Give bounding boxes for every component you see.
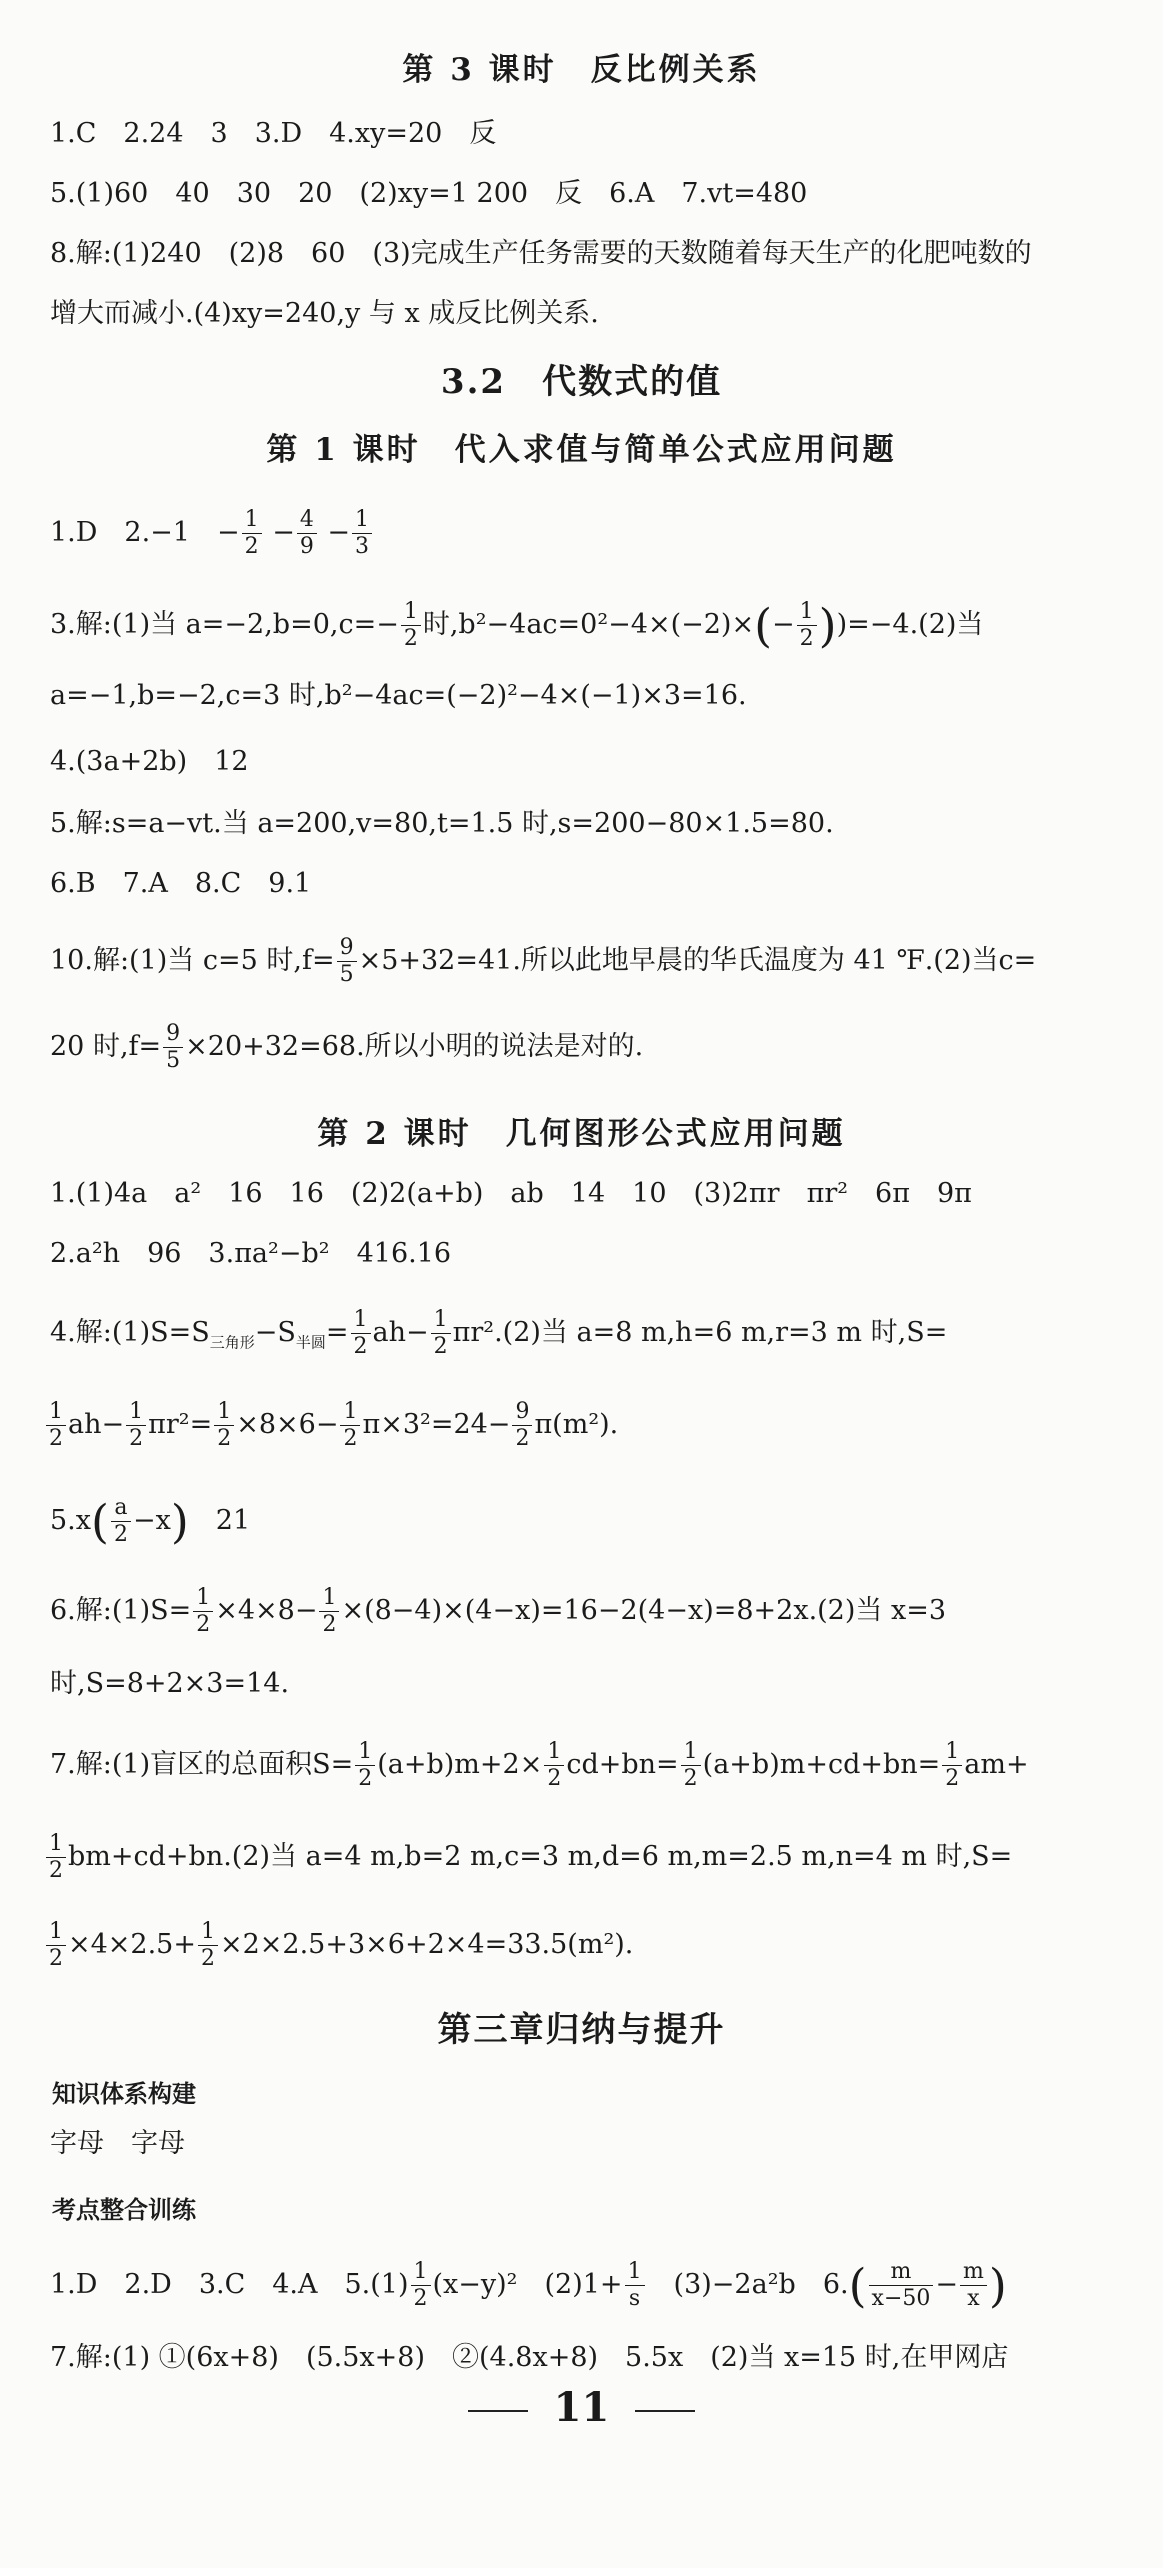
l1-q1-2 xyxy=(50,502,1120,564)
l2-q7-line1 xyxy=(50,1730,1120,1800)
fraction: $\frac{1}{2}$ xyxy=(797,599,817,652)
text: ah− xyxy=(372,1317,429,1348)
l3-q5-7: 5.(1)60 40 30 20 (2)xy=1 200 反 6.A 7.vt=480 xyxy=(50,178,808,209)
fraction: $\frac{1}{2}$ xyxy=(46,1919,66,1972)
text: 1.D 2.−1 − xyxy=(50,517,240,548)
l3-q8-line1: 8.解:(1)240 (2)8 60 (3)完成生产任务需要的天数随着每天生产的化肥吨数的 xyxy=(50,238,1032,269)
text: )=−4.(2)当 xyxy=(836,609,984,640)
text: π×3²=24− xyxy=(362,1409,511,1440)
l2-q2-3: 2.a²h 96 3.πa²−b² 416.16 xyxy=(50,1238,452,1269)
text: (a+b)m+2× xyxy=(377,1749,543,1780)
l1-q6-9: 6.B 7.A 8.C 9.1 xyxy=(50,868,312,899)
subheading-practice: 考点整合训练 xyxy=(52,2196,196,2224)
text: (x−y)² (2)1+ xyxy=(432,2269,623,2300)
fraction: $\frac{1}{2}$ xyxy=(46,1831,66,1884)
fraction: $\frac{1}{2}$ xyxy=(544,1739,564,1792)
text: − xyxy=(327,517,351,548)
text: ×(8−4)×(4−x)=16−2(4−x)=8+2x.(2)当 x=3 xyxy=(341,1595,947,1626)
l1-q5: 5.解:s=a−vt.当 a=200,v=80,t=1.5 时,s=200−80×1.5=80. xyxy=(50,808,834,839)
l1-q3-line1: 3.解:(1)当 a=−2,b=0,c=− $\frac{1}{2}$ 时,b²−4ac=0²−4×(−2)×(− $\frac{1}{2}$ ))=−4.(2)当 xyxy=(50,598,984,653)
l2-q7-line2 xyxy=(44,1822,1114,1892)
fraction: $\frac{1}{2}$ xyxy=(681,1739,701,1792)
text: 20 时,f= xyxy=(50,1031,162,1062)
page-number-text: 11 xyxy=(553,2384,610,2431)
text: am+ xyxy=(964,1749,1029,1780)
text: − xyxy=(272,517,295,548)
fraction: $\frac{1}{2}$ xyxy=(126,1399,146,1452)
l2-q6-line1 xyxy=(50,1576,1120,1646)
text: ×2×2.5+3×6+2×4=33.5(m²). xyxy=(220,1929,634,1960)
text: πr²= xyxy=(148,1409,213,1440)
text: bm+cd+bn.(2)当 a=4 m,b=2 m,c=3 m,d=6 m,m=2.5 m,n=4 m 时,S= xyxy=(68,1841,1013,1872)
fraction: $\frac{9}{5}$ xyxy=(163,1021,183,1074)
dash-right xyxy=(635,2410,695,2412)
fraction: $\frac{a}{2}$ xyxy=(111,1495,131,1548)
text: ×20+32=68.所以小明的说法是对的. xyxy=(185,1031,644,1062)
fraction: $\frac{1}{2}$ xyxy=(431,1307,451,1360)
fraction: $\frac{m}{x-50}$ xyxy=(869,2259,934,2312)
l3-q1-4: 1.C 2.24 3 3.D 4.xy=20 反 xyxy=(50,118,497,149)
text: 5.x xyxy=(50,1505,91,1536)
l3-q8-line2: 增大而减小.(4)xy=240,y 与 x 成反比例关系. xyxy=(50,298,599,329)
text: (a+b)m+cd+bn= xyxy=(702,1749,941,1780)
text: −x xyxy=(132,1505,171,1536)
fraction: $\frac{9}{5}$ xyxy=(337,935,357,988)
lesson1-title: 第 1 课时 代入求值与简单公式应用问题 xyxy=(266,432,897,468)
text: 10.解:(1)当 c=5 时,f= xyxy=(50,945,335,976)
text: 时,b²−4ac=0²−4×(−2)× xyxy=(422,609,755,640)
l1-q3-line2: a=−1,b=−2,c=3 时,b²−4ac=(−2)²−4×(−1)×3=16. xyxy=(50,680,747,711)
fraction: $\frac{1}{2}$ xyxy=(193,1585,213,1638)
text: (3)−2a²b 6. xyxy=(646,2269,849,2300)
fraction: $\frac{1}{2}$ xyxy=(319,1585,339,1638)
l1-q10-line1 xyxy=(50,926,1120,996)
text: − xyxy=(935,2269,958,2300)
text: 1.D 2.D 3.C 4.A 5.(1) xyxy=(50,2269,409,2300)
text: π(m²). xyxy=(534,1409,619,1440)
subscript: 三角形 xyxy=(209,1333,255,1352)
text: −S xyxy=(254,1317,296,1348)
text: cd+bn= xyxy=(566,1749,679,1780)
fraction: $\frac{1}{2}$ xyxy=(351,1307,371,1360)
text: 4.解:(1)S=S xyxy=(50,1317,210,1348)
l2-q4-line2 xyxy=(44,1390,1114,1460)
text: 3.解:(1)当 a=−2,b=0,c=− xyxy=(50,609,399,640)
fraction: $\frac{1}{s}$ xyxy=(625,2259,645,2312)
fraction: $\frac{1}{2}$ xyxy=(340,1399,360,1452)
l2-q5: 5.x( $\frac{a}{2}$ −x) 21 xyxy=(50,1494,251,1549)
l2-q7-line3 xyxy=(44,1910,1114,1980)
text: ×4×2.5+ xyxy=(68,1929,196,1960)
text: ×4×8− xyxy=(215,1595,318,1626)
text: 7.解:(1)盲区的总面积S= xyxy=(50,1749,354,1780)
fraction: $\frac{9}{2}$ xyxy=(512,1399,532,1452)
fraction: $\frac{4}{9}$ xyxy=(297,507,317,560)
section-title: 3.2 代数式的值 xyxy=(440,362,723,402)
fraction: $\frac{1}{2}$ xyxy=(942,1739,962,1792)
fraction: $\frac{m}{x}$ xyxy=(960,2259,987,2312)
text: ×5+32=41.所以此地早晨的华氏温度为 41 ℉.(2)当c= xyxy=(358,945,1037,976)
text: ×8×6− xyxy=(236,1409,339,1440)
text: πr².(2)当 a=8 m,h=6 m,r=3 m 时,S= xyxy=(452,1317,948,1348)
fraction: $\frac{1}{2}$ xyxy=(242,507,262,560)
subscript: 半圆 xyxy=(295,1333,326,1352)
l1-q4: 4.(3a+2b) 12 xyxy=(50,746,249,777)
l2-q1: 1.(1)4a a² 16 16 (2)2(a+b) ab 14 10 (3)2πr πr² 6π 9π xyxy=(50,1178,972,1209)
dash-left xyxy=(468,2410,528,2412)
text: 6.解:(1)S= xyxy=(50,1595,192,1626)
knowledge-answer: 字母 字母 xyxy=(50,2128,185,2159)
fraction: $\frac{1}{3}$ xyxy=(352,507,372,560)
text: = xyxy=(325,1317,349,1348)
chapter-title: 第三章归纳与提升 xyxy=(437,2010,726,2050)
fraction: $\frac{1}{2}$ xyxy=(198,1919,218,1972)
text: 21 xyxy=(188,1505,251,1536)
lesson3-title: 第 3 课时 反比例关系 xyxy=(402,52,761,88)
text: ah− xyxy=(68,1409,125,1440)
c3-q1-6: 1.D 2.D 3.C 4.A 5.(1) $\frac{1}{2}$ (x−y)² (2)1+ $\frac{1}{s}$ (3)−2a²b 6.( $\frac{m}{x-50}$ − $\frac{m}{x}$ ) xyxy=(50,2258,1007,2313)
c3-q7: 7.解:(1) ①(6x+8) (5.5x+8) ②(4.8x+8) 5.5x (2)当 x=15 时,在甲网店 xyxy=(50,2342,1009,2373)
lesson2-title: 第 2 课时 几何图形公式应用问题 xyxy=(317,1116,846,1152)
l2-q6-line2: 时,S=8+2×3=14. xyxy=(50,1668,290,1699)
subheading-knowledge: 知识体系构建 xyxy=(52,2080,196,2108)
page-number xyxy=(0,2384,1163,2431)
fraction: $\frac{1}{2}$ xyxy=(401,599,421,652)
l1-q10-line2 xyxy=(50,1012,1120,1082)
fraction: $\frac{1}{2}$ xyxy=(355,1739,375,1792)
fraction: $\frac{1}{2}$ xyxy=(411,2259,431,2312)
fraction: $\frac{1}{2}$ xyxy=(46,1399,66,1452)
l2-q4-line1 xyxy=(50,1298,1120,1368)
fraction: $\frac{1}{2}$ xyxy=(214,1399,234,1452)
